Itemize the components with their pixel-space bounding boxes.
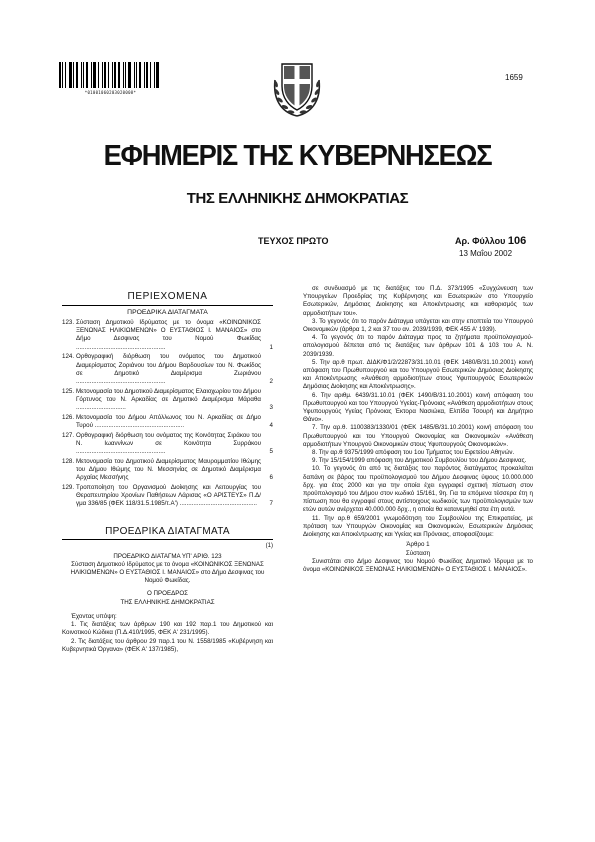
toc-entry-number: 125. (62, 387, 75, 395)
gazette-title: ΕΦΗΜΕΡΙΣ ΤΗΣ ΚΥΒΕΡΝΗΣΕΩΣ (103, 140, 492, 172)
toc-entry-page: 6 (269, 474, 273, 482)
barcode-bar (123, 62, 124, 88)
barcode-bar (104, 62, 106, 88)
sheet-number: 106 (507, 235, 527, 247)
toc-entry (62, 432, 273, 457)
issue-series: ΤΕΥΧΟΣ ΠΡΩΤΟ (258, 236, 329, 246)
barcode-bar (83, 62, 84, 88)
paragraph: 8. Την αρ.θ 9375/1999 απόφαση του 1ου Τμήματος του Εφετείου Αθηνών. (312, 449, 515, 457)
barcode-bar (154, 62, 155, 88)
toc-entry-page: 4 (269, 421, 273, 429)
toc-entry (62, 458, 273, 483)
barcode-bar (139, 62, 141, 88)
barcode-bar (65, 62, 66, 88)
barcode-bar (112, 62, 113, 88)
toc-entry-text: Ορθογραφική διόρθωση του ονόματος του Δημοτικού Διαμερίσματος Ζοριάνου του Δήμου Βαρδουσίων του Ν. Φωκίδος σε Δημοτικό Διαμέρισμα Ζωριάνου .................................................... (76, 353, 261, 385)
toc-subheading: ΠΡΟΕΔΡΙΚΑ ΔΙΑΤΑΓΜΑΤΑ (127, 309, 208, 316)
barcode-bar (62, 62, 63, 88)
article-title: Σύσταση (405, 549, 431, 557)
paragraph: 7. Την αρ.θ. 1100383/1330/01 (ΦΕΚ 1485/Β/31.10.2001) κοινή απόφαση του Πρωθυπουργού και του Υπουργού Οικονομίας και Οικονομικών «Ανάθεση αρμοδιοτήτων Υπουργού Οικονομικών στους Υφυπουργούς Οικονομικών». (303, 424, 533, 448)
toc-entry-text: Μετονομασία του Δήμου Απόλλωνος του Ν. Αρκαδίας σε Δήμο Τυρού .................................................... (76, 413, 261, 429)
barcode-bar (134, 62, 135, 88)
toc-entry (62, 414, 273, 430)
decrees-divider (62, 539, 273, 540)
barcode-bar (156, 62, 159, 88)
barcode-bar (81, 62, 82, 88)
barcode-bar (114, 62, 116, 88)
barcode-bar (118, 62, 120, 88)
toc-entry-page: 1 (269, 343, 273, 351)
toc-entry-page: 5 (269, 448, 273, 456)
paragraph: 4. Το γεγονός ότι το παρόν Διάταγμα προς τα ζητήματα προϋπολογισμού-απολογισμού δέπεται από τις διατάξεις των άρθρων 101 & 103 του Α. Ν. 2039/1939. (303, 334, 533, 358)
decree-ref: (1) (265, 543, 273, 550)
paragraph: 3. Το γεγονός ότι το παρόν Διάταγμα υπάγεται και στην εποπτεία του Υπουργού Οικονομικών (άρθρα 1, 2 και 37 του αν. 2039/1939, ΦΕΚ 455 Α' 1939). (303, 317, 533, 334)
toc-entry-number: 124. (62, 353, 75, 361)
paragraph: 6. Την αριθμ. 6439/31.10.01 (ΦΕΚ 1490/Β/31.10.2001) κοινή απόφαση του Πρωθυπουργού και του Υπουργού Υγείας-Πρόνοιας «Ανάθεση αρμοδιοτήτων στους Υφυπουργούς Υγείας Πρόνοιας Έκτορα Νασιώκα, Ελπίδα Τσουρή και Δημήτριο Θάνο». (303, 391, 533, 424)
toc-entry-text: Σύσταση Δημοτικού Ιδρύματος με το όνομα «ΚΟΙΝΩΝΙΚΟΣ ΞΕΝΩΝΑΣ ΗΛΙΚΙΩΜΕΝΩΝ» Ο ΕΥΣΤΑΘΙΟΣ Ι. ΜΑΝΑΙΟΣ» στο Δήμο Δεσφινας του Νομού Φωκίδας .................................................... (76, 319, 261, 351)
article-number: Άρθρο 1 (406, 541, 430, 549)
paragraph: 11. Την αρ.θ 659/2001 γνωμοδότηση του Συμβουλίου της Επικρατείας, με πρόταση των Υπουργών Οικονομίας και Οικονομικών, Εσωτερικών Δημόσιας Διοίκησης και Αποκέντρωσης και Υγείας και Πρόνοιας, αποφασίζουμε: (303, 514, 533, 539)
sheet-label-text: Αρ. Φύλλου (455, 236, 506, 246)
toc-list (62, 319, 273, 508)
toc-entry-number: 129. (62, 483, 75, 491)
left-column (62, 291, 273, 654)
barcode-bar (93, 62, 96, 88)
barcode-bar (136, 62, 137, 88)
toc-entry-text: Ορθογραφική διόρθωση του ονόματος της Κοινότητας Σιράκου του Ν. Ιωαννίνων σε Κοινότητα Συρράκου .................................................... (76, 431, 261, 456)
paragraph: 5. Την αρ.θ πρωτ. ΔΙΔΚ/Φ1/2/22873/31.10.01 (ΦΕΚ 1480/Β/31.10.2001) κοινή απόφαση του Πρωθυπουργού και του Υπουργού Εσωτερικών Δημόσιας Διοίκησης και Αποκέντρωσης «Ανάθεση αρμοδιοτήτων στους Υφυπουργούς Εσωτερικών Δημόσιας Διοίκησης και Αποκέντρωσης». (303, 358, 533, 391)
barcode-bar (86, 62, 88, 88)
page-number: 1659 (505, 73, 523, 82)
toc-entry (62, 353, 273, 386)
barcode-bar (91, 62, 92, 88)
barcode-bar (98, 62, 99, 88)
barcode-bar (125, 62, 126, 88)
left-paragraphs (62, 621, 273, 654)
toc-entry-text: Μετονομασία του Δημοτικού Διαμερίσματος Μαυρομματίου Ιθώμης του Δήμου Ιθώμης του Ν. Μεσσηνίας σε Δημοτικό Διαμέρισμα Αρχαίας Μεσσήνης (76, 457, 261, 482)
toc-entry (62, 388, 273, 413)
toc-heading: ΠΕΡΙΕΧΟΜΕΝΑ (127, 291, 208, 302)
republic-subtitle: ΤΗΣ ΕΛΛΗΝΙΚΗΣ ΔΗΜΟΚΡΑΤΙΑΣ (186, 190, 409, 207)
barcode-bar (146, 62, 148, 88)
toc-entry-number: 123. (62, 319, 75, 326)
paragraph: σε συνδυασμό με τις διατάξεις του Π.Δ. 373/1995 «Συγχώνευση των Υπουργείων Προεδρίας της Κυβέρνησης και Εσωτερικών στο Υπουργείο Εσωτερικών, Δημόσιας Διοίκησης και Αποκέντρωσης και καθορισμός των αρμοδιοτήτων του». (303, 285, 533, 317)
paragraph: 10. Το γεγονός ότι από τις διατάξεις του παρόντος διατάγματος προκαλείται δαπάνη σε βάρος του προϋπολογισμού του Δήμου Δεσφινας ύψους 10.000.000 δρχ. για έτος 2000 και για την οποία έχει εγγραφεί σχετική πίστωση στον προϋπολογισμό του Δήμου στον κωδικό 15/161, 9η. Για τα επόμενα τέσσερα έτη η πίστωση που θα εγγραφεί στους αντίστοιχους κωδικούς των προϋπολογισμών των ετών αυτών ανέρχεται 40.000.000 δρχ., η οποία θα κατανεμηθεί στα έτη αυτά. (303, 465, 533, 514)
having-regard: Έχοντας υπόψη: (71, 612, 117, 620)
barcode-bar (144, 62, 145, 88)
barcode-bar (108, 62, 109, 88)
president-title-1: Ο ΠΡΟΕΔΡΟΣ (147, 590, 188, 598)
barcode (59, 62, 162, 88)
barcode-bar (102, 62, 103, 88)
president-title-2: ΤΗΣ ΕΛΛΗΝΙΚΗΣ ΔΗΜΟΚΡΑΤΙΑΣ (120, 598, 215, 606)
greek-coat-of-arms-icon (270, 58, 324, 120)
paragraph: 9. Την 15/154/1999 απόφαση του Δημοτικού Συμβουλίου του Δήμου Δεσφινας. (312, 457, 527, 465)
toc-entry-page: 7 (269, 500, 273, 508)
barcode-digits: *01001060203020008* (84, 90, 137, 95)
right-paragraphs (303, 285, 533, 539)
toc-entry (62, 484, 273, 509)
toc-entry-page: 2 (269, 377, 273, 385)
decree-number-line: ΠΡΟΕΔΡΙΚΟ ΔΙΑΤΑΓΜΑ ΥΠ' ΑΡΙΘ. 123 (113, 552, 222, 560)
issue-date: 13 Μαΐου 2002 (459, 249, 513, 258)
toc-entry-page: 3 (269, 404, 273, 412)
decree-subject: Σύσταση Δημοτικού Ιδρύματος με το όνομα «ΚΟΙΝΩΝΙΚΟΣ ΞΕΝΩΝΑΣ ΗΛΙΚΙΩΜΕΝΩΝ» Ο ΕΥΣΤΑΘΙΟΣ Ι. ΜΑΝΑΙΟΣ» στο Δήμο Δεσφινας του Νομού Φωκίδας. (70, 560, 265, 585)
sheet-number-label (455, 235, 526, 247)
article-text: Συνιστάται στο Δήμο Δεσφινας του Νομού Φωκίδας Δημοτικό Ίδρυμα με το όνομα «ΚΟΙΝΩΝΙΚΟΣ ΞΕΝΩΝΑΣ ΗΛΙΚΙΩΜΕΝΩΝ» Ο ΕΥΣΤΑΘΙΟΣ Ι. ΜΑΝΑΙΟΣ». (303, 557, 533, 573)
toc-entry-number: 126. (62, 413, 75, 421)
barcode-bar (128, 62, 131, 88)
toc-entry-text: Τροποποίηση του Οργανισμού Διοίκησης και Λειτουργίας του Θεραπευτηρίου Χρονίων Παθήσεων Λάρισας «Ο ΑΡΙΣΤΕΥΣ» Π.Δ/γμα 336/85 (ΦΕΚ 118/31.5.1985/τ.Α') ............................................. (76, 483, 261, 508)
barcode-bar (69, 62, 72, 88)
toc-entry-number: 127. (62, 431, 75, 439)
toc-entry-text: Μετονομασία του Δημοτικού Διαμερίσματος Ελαιοχωρίου του Δήμου Γόρτυνος του Ν. Αρκαδίας σε Δημοτικό Διαμέρισμα Μάραθα ............................. (76, 387, 261, 412)
barcode-bar (150, 62, 151, 88)
barcode-bar (73, 62, 74, 88)
right-column (303, 285, 533, 574)
barcode-bar (59, 62, 61, 88)
toc-entry-number: 128. (62, 457, 75, 465)
toc-entry (62, 319, 273, 352)
barcode-bar (76, 62, 78, 88)
toc-divider (62, 305, 273, 306)
paragraph: 1. Τις διατάξεις των άρθρων 190 και 192 παρ.1 του Δημοτικού και Κοινοτικού Κώδικα (Π.Δ.410/1995, ΦΕΚ Α' 231/1995). (62, 621, 273, 637)
paragraph: 2. Τις διατάξεις του άρθρου 29 παρ.1 του Ν. 1558/1985 «Κυβέρνηση και Κυβερνητικά Όργανα» (ΦΕΚ Α' 137/1985), (62, 637, 273, 653)
decrees-heading: ΠΡΟΕΔΡΙΚΑ ΔΙΑΤΑΓΜΑΤΑ (105, 526, 230, 538)
